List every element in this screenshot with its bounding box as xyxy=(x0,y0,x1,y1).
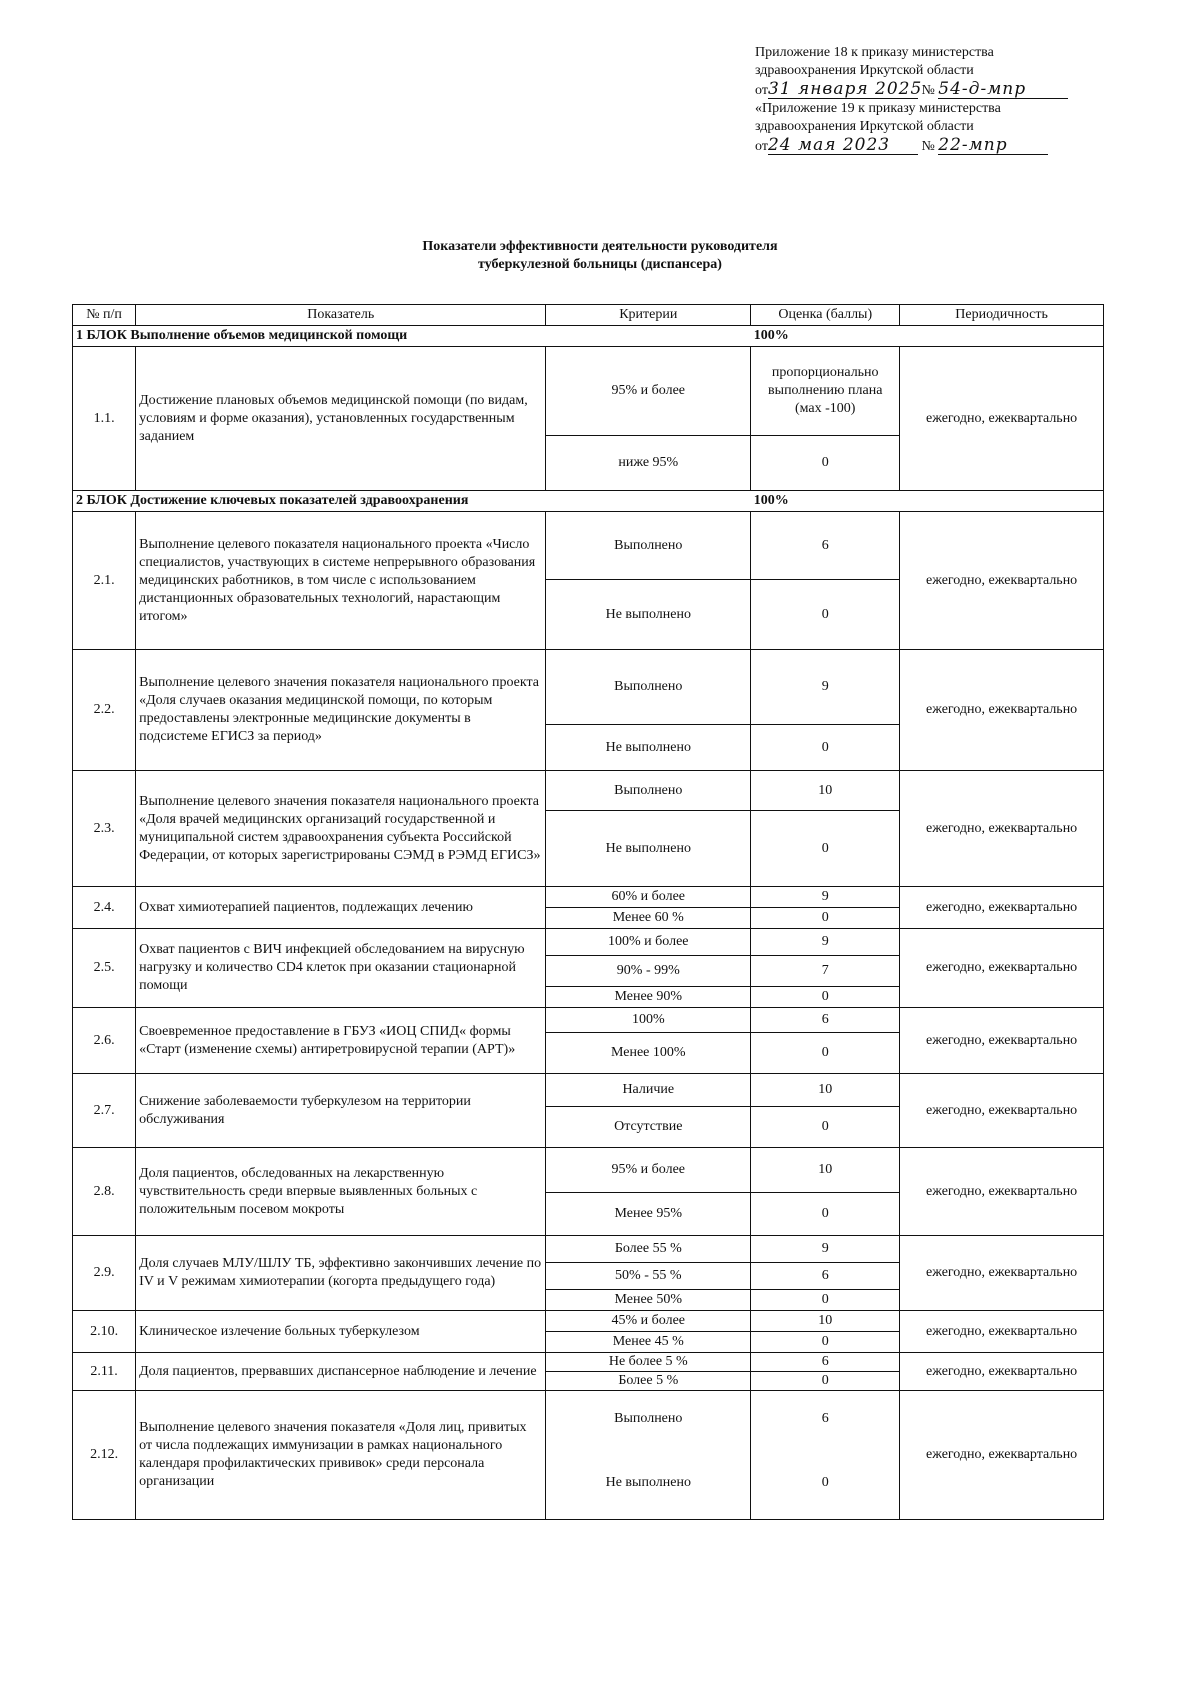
row-criteria: Менее 100% xyxy=(546,1033,751,1074)
row-indicator: Доля пациентов, прервавших диспансерное наблюдение и лечение xyxy=(136,1353,546,1391)
row-criteria: Более 55 % xyxy=(546,1236,751,1263)
row-criteria: Не выполнено xyxy=(546,811,751,887)
title-line-2: туберкулезной больницы (диспансера) xyxy=(478,257,722,272)
row-num: 2.9. xyxy=(73,1236,136,1311)
row-period: ежегодно, ежеквартально xyxy=(900,512,1104,650)
row-period: ежегодно, ежеквартально xyxy=(900,771,1104,887)
row-score: 9 xyxy=(751,929,900,956)
block-1-row xyxy=(73,326,1104,347)
row-score: пропорционально выполнению плана (мах -100) xyxy=(751,347,900,436)
row-num: 2.11. xyxy=(73,1353,136,1391)
row-indicator: Доля случаев МЛУ/ШЛУ ТБ, эффективно закончивших лечение по IV и V режимам химиотерапии (когорта предыдущего года) xyxy=(136,1236,546,1311)
row-period: ежегодно, ежеквартально xyxy=(900,1391,1104,1520)
table-row xyxy=(73,512,1104,580)
row-score: 0 xyxy=(751,811,900,887)
row-indicator: Снижение заболеваемости туберкулезом на территории обслуживания xyxy=(136,1074,546,1148)
header-line-2: здравоохранения Иркутской области xyxy=(755,63,974,78)
row-indicator: Доля пациентов, обследованных на лекарственную чувствительность среди впервые выявленных больных с положительным посевом мокроты xyxy=(136,1148,546,1236)
row-score: 7 xyxy=(751,956,900,987)
header-line-3 xyxy=(755,80,1175,100)
row-score: 6 xyxy=(751,512,900,580)
row-criteria: Не выполнено xyxy=(546,1447,751,1520)
table-row xyxy=(73,1391,1104,1448)
row-criteria: 100% и более xyxy=(546,929,751,956)
row-criteria: Выполнено xyxy=(546,1391,751,1448)
row-score: 0 xyxy=(751,1447,900,1520)
table-row xyxy=(73,771,1104,811)
row-score: 10 xyxy=(751,1074,900,1107)
row-indicator: Выполнение целевого значения показателя национального проекта «Доля врачей медицинских организаций государственной и муниципальной систем здравоохранения субъекта Российской Федерации, от которых зарегистрированы СЭМД в РЭМД ЕГИСЗ» xyxy=(136,771,546,887)
block-2-label: 2 БЛОК Достижение ключевых показателей здравоохранения xyxy=(73,491,751,512)
table-header-row xyxy=(73,305,1104,326)
row-indicator: Охват химиотерапией пациентов, подлежащих лечению xyxy=(136,887,546,929)
row-score: 0 xyxy=(751,1290,900,1311)
row-criteria: Менее 50% xyxy=(546,1290,751,1311)
row-indicator: Достижение плановых объемов медицинской помощи (по видам, условиям и форме оказания), установленных государственным заданием xyxy=(136,347,546,491)
row-num: 1.1. xyxy=(73,347,136,491)
row-score: 0 xyxy=(751,987,900,1008)
block-1-label: 1 БЛОК Выполнение объемов медицинской помощи xyxy=(73,326,751,347)
col-header-criteria: Критерии xyxy=(546,305,751,326)
row-criteria: Отсутствие xyxy=(546,1107,751,1148)
row-score: 6 xyxy=(751,1353,900,1372)
row-num: 2.10. xyxy=(73,1311,136,1353)
header-line-1: Приложение 18 к приказу министерства xyxy=(755,45,994,60)
row-criteria: Выполнено xyxy=(546,512,751,580)
row-criteria: 95% и более xyxy=(546,347,751,436)
row-criteria: Не выполнено xyxy=(546,580,751,650)
table-row xyxy=(73,1074,1104,1107)
row-score: 6 xyxy=(751,1008,900,1033)
row-criteria: 45% и более xyxy=(546,1311,751,1332)
row-criteria: Выполнено xyxy=(546,771,751,811)
row-criteria: Менее 95% xyxy=(546,1193,751,1236)
block-2-percent: 100% xyxy=(751,491,1104,512)
table-row xyxy=(73,1236,1104,1263)
row-period: ежегодно, ежеквартально xyxy=(900,347,1104,491)
row-num: 2.4. xyxy=(73,887,136,929)
row-score: 0 xyxy=(751,1332,900,1353)
row-period: ежегодно, ежеквартально xyxy=(900,1074,1104,1148)
table-row xyxy=(73,347,1104,436)
row-score: 0 xyxy=(751,1107,900,1148)
row-num: 2.6. xyxy=(73,1008,136,1074)
handwritten-date: 31 января 2025 xyxy=(767,79,923,99)
row-period: ежегодно, ежеквартально xyxy=(900,1353,1104,1391)
row-score: 0 xyxy=(751,1372,900,1391)
header-from-label-2: от xyxy=(755,139,768,154)
row-criteria: Менее 45 % xyxy=(546,1332,751,1353)
col-header-num: № п/п xyxy=(73,305,136,326)
row-score: 0 xyxy=(751,580,900,650)
row-score: 0 xyxy=(751,1193,900,1236)
table-row xyxy=(73,1008,1104,1033)
col-header-period: Периодичность xyxy=(900,305,1104,326)
row-criteria: 100% xyxy=(546,1008,751,1033)
handwritten-number-2: 22-мпр xyxy=(938,136,1048,155)
table-row xyxy=(73,887,1104,908)
row-indicator: Выполнение целевого показателя национального проекта «Число специалистов, участвующих в системе непрерывного образования медицинских работников, в том числе с использованием дистанционных образовательных технологий, нарастающим итогом» xyxy=(136,512,546,650)
table-row xyxy=(73,1148,1104,1193)
row-score: 0 xyxy=(751,436,900,491)
block-1-percent: 100% xyxy=(751,326,1104,347)
col-header-indicator: Показатель xyxy=(136,305,546,326)
row-indicator: Своевременное предоставление в ГБУЗ «ИОЦ СПИД« формы «Старт (изменение схемы) антиретровирусной терапии (АРТ)» xyxy=(136,1008,546,1074)
col-header-score: Оценка (баллы) xyxy=(751,305,900,326)
row-num: 2.1. xyxy=(73,512,136,650)
row-period: ежегодно, ежеквартально xyxy=(900,1236,1104,1311)
table-row xyxy=(73,650,1104,725)
row-period: ежегодно, ежеквартально xyxy=(900,887,1104,929)
row-criteria: Более 5 % xyxy=(546,1372,751,1391)
row-score: 0 xyxy=(751,908,900,929)
row-period: ежегодно, ежеквартально xyxy=(900,929,1104,1008)
row-criteria: Менее 60 % xyxy=(546,908,751,929)
header-number-label: № xyxy=(921,83,935,98)
row-criteria: Выполнено xyxy=(546,650,751,725)
document-title xyxy=(0,238,1200,274)
handwritten-number: 54-д-мпр xyxy=(938,80,1068,99)
row-criteria: 50% - 55 % xyxy=(546,1263,751,1290)
row-period: ежегодно, ежеквартально xyxy=(900,1148,1104,1236)
header-number-label-2: № xyxy=(921,139,935,154)
block-2-row xyxy=(73,491,1104,512)
row-num: 2.3. xyxy=(73,771,136,887)
row-period: ежегодно, ежеквартально xyxy=(900,1008,1104,1074)
row-num: 2.12. xyxy=(73,1391,136,1520)
header-line-4: «Приложение 19 к приказу министерства xyxy=(755,101,1001,116)
header-from-label: от xyxy=(755,83,768,98)
table-row xyxy=(73,1353,1104,1372)
row-indicator: Охват пациентов с ВИЧ инфекцией обследованием на вирусную нагрузку и количество CD4 клеток при оказании стационарной помощи xyxy=(136,929,546,1008)
row-num: 2.8. xyxy=(73,1148,136,1236)
row-criteria: Не более 5 % xyxy=(546,1353,751,1372)
row-criteria: ниже 95% xyxy=(546,436,751,491)
row-score: 9 xyxy=(751,650,900,725)
row-num: 2.7. xyxy=(73,1074,136,1148)
row-indicator: Выполнение целевого значения показателя национального проекта «Доля случаев оказания медицинской помощи, по которым предоставлены электронные медицинские документы в подсистеме ЕГИСЗ за период» xyxy=(136,650,546,771)
row-period: ежегодно, ежеквартально xyxy=(900,1311,1104,1353)
row-criteria: Не выполнено xyxy=(546,725,751,771)
row-criteria: Наличие xyxy=(546,1074,751,1107)
table-row xyxy=(73,1311,1104,1332)
row-period: ежегодно, ежеквартально xyxy=(900,650,1104,771)
title-line-1: Показатели эффективности деятельности руководителя xyxy=(422,239,778,254)
row-score: 10 xyxy=(751,1148,900,1193)
row-score: 0 xyxy=(751,1033,900,1074)
row-indicator: Клиническое излечение больных туберкулезом xyxy=(136,1311,546,1353)
header-line-5: здравоохранения Иркутской области xyxy=(755,119,974,134)
row-num: 2.2. xyxy=(73,650,136,771)
row-score: 6 xyxy=(751,1263,900,1290)
row-indicator: Выполнение целевого значения показателя «Доля лиц, привитых от числа подлежащих иммунизации в рамках национального календаря профилактических прививок» среди персонала организации xyxy=(136,1391,546,1520)
row-num: 2.5. xyxy=(73,929,136,1008)
row-score: 0 xyxy=(751,725,900,771)
row-score: 10 xyxy=(751,771,900,811)
indicators-table xyxy=(72,304,1104,1520)
handwritten-date-2: 24 мая 2023 xyxy=(768,136,918,155)
row-criteria: Менее 90% xyxy=(546,987,751,1008)
header-line-6 xyxy=(755,136,1175,156)
row-score: 6 xyxy=(751,1391,900,1448)
row-criteria: 95% и более xyxy=(546,1148,751,1193)
row-score: 10 xyxy=(751,1311,900,1332)
row-criteria: 60% и более xyxy=(546,887,751,908)
row-criteria: 90% - 99% xyxy=(546,956,751,987)
row-score: 9 xyxy=(751,887,900,908)
row-score: 9 xyxy=(751,1236,900,1263)
order-reference xyxy=(755,44,1175,156)
table-row xyxy=(73,929,1104,956)
